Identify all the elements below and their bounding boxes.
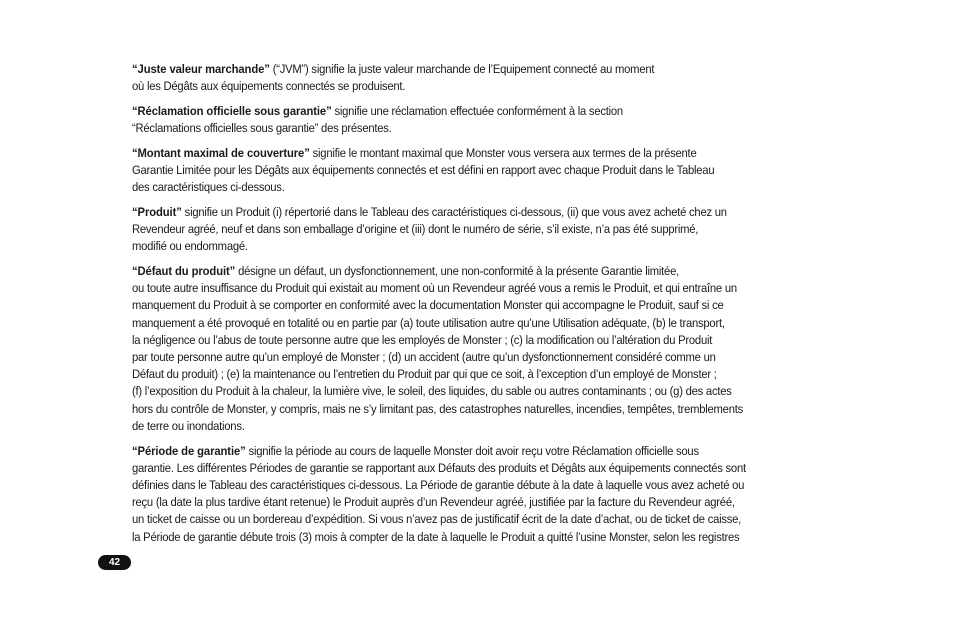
definition-text: modifié ou endommagé. xyxy=(132,239,248,254)
definition-text: “Réclamations officielles sous garantie” des présentes. xyxy=(132,121,392,136)
definition-text: Défaut du produit) ; (e) la maintenance ou l’entretien du Produit par qui que ce soit, à l’exception d’un employé de Monster ; xyxy=(132,367,717,382)
definition-defaut-produit xyxy=(132,263,822,435)
defined-term: “Juste valeur marchande” xyxy=(132,62,270,76)
definition-produit xyxy=(132,204,822,256)
document-body xyxy=(132,61,822,553)
definition-text: Revendeur agréé, neuf et dans son emballage d’origine et (iii) dont le numéro de série, s’il existe, n’a pas été supprimé, xyxy=(132,222,699,237)
definition-text: signifie le montant maximal que Monster vous versera aux termes de la présente xyxy=(309,145,697,160)
definition-text: (f) l’exposition du Produit à la chaleur, la lumière vive, le soleil, des liquides, du sable ou autres contaminants ; ou (g) des actes xyxy=(132,384,732,399)
defined-term: “Période de garantie” xyxy=(132,443,246,458)
defined-term: “Produit” xyxy=(132,204,182,219)
definition-text: (“JVM”) signifie la juste valeur marchande de l’Equipement connecté au moment xyxy=(269,62,655,76)
definition-text: de terre ou inondations. xyxy=(132,418,245,433)
page-number-badge: 42 xyxy=(98,555,131,570)
defined-term: “Défaut du produit” xyxy=(132,264,236,279)
definition-text: où les Dégâts aux équipements connectés se produisent. xyxy=(132,79,406,94)
definition-text: des caractéristiques ci-dessous. xyxy=(132,180,285,195)
definition-text: Garantie Limitée pour les Dégâts aux équipements connectés et est défini en rapport avec chaque Produit dans le Tableau xyxy=(132,163,715,178)
definition-text: reçu (la date la plus tardive étant retenue) le Produit auprès d’un Revendeur agréé, justifiée par la facture du Revendeur agréé, xyxy=(132,495,735,510)
definition-text: manquement du Produit à se comporter en conformité avec la documentation Monster qui accompagne le Produit, sauf si ce xyxy=(132,298,724,313)
definition-text: la Période de garantie débute trois (3) mois à compter de la date à laquelle le Produit a quitté l’usine Monster, selon les registres xyxy=(132,529,740,544)
definition-text: par toute personne autre qu’un employé de Monster ; (d) un accident (autre qu’un dysfonctionnement considéré comme un xyxy=(132,350,716,365)
definition-text: signifie un Produit (i) répertorié dans le Tableau des caractéristiques ci-dessous, (ii) que vous avez acheté chez un xyxy=(181,204,727,219)
definition-text: définies dans le Tableau des caractéristiques ci-dessous. La Période de garantie débute à la date à laquelle vous avez acheté ou xyxy=(132,477,745,492)
definition-text: la négligence ou l’abus de toute personne autre que les employés de Monster ; (c) la modification ou l’altération du Produit xyxy=(132,332,713,347)
definition-text: garantie. Les différentes Périodes de garantie se rapportant aux Défauts des produits et Dégâts aux équipements connectés sont xyxy=(132,460,746,475)
definition-text: manquement a été provoqué en totalité ou en partie par (a) toute utilisation autre qu’une Utilisation adéquate, (b) le transport, xyxy=(132,315,725,330)
defined-term: “Montant maximal de couverture” xyxy=(132,145,310,160)
definition-montant-maximal xyxy=(132,145,822,197)
definition-text: ou toute autre insuffisance du Produit qui existait au moment où un Revendeur agréé vous a remis le Produit, et qui entraîne un xyxy=(132,281,737,296)
definition-text: signifie la période au cours de laquelle Monster doit avoir reçu votre Réclamation officielle sous xyxy=(245,443,699,458)
defined-term: “Réclamation officielle sous garantie” xyxy=(132,103,332,118)
definition-text: désigne un défaut, un dysfonctionnement, une non-conformité à la présente Garantie limitée, xyxy=(235,264,679,279)
definition-text: hors du contrôle de Monster, y compris, mais ne s’y limitant pas, des catastrophes naturelles, incendies, tempêtes, tremblements xyxy=(132,401,744,416)
definition-reclamation xyxy=(132,103,822,137)
definition-text: un ticket de caisse ou un bordereau d’expédition. Si vous n’avez pas de justificatif écrit de la date d’achat, ou de ticket de caisse, xyxy=(132,512,742,527)
definition-text: signifie une réclamation effectuée conformément à la section xyxy=(331,103,623,118)
definition-jvm xyxy=(132,61,822,95)
definition-periode-garantie xyxy=(132,443,822,546)
